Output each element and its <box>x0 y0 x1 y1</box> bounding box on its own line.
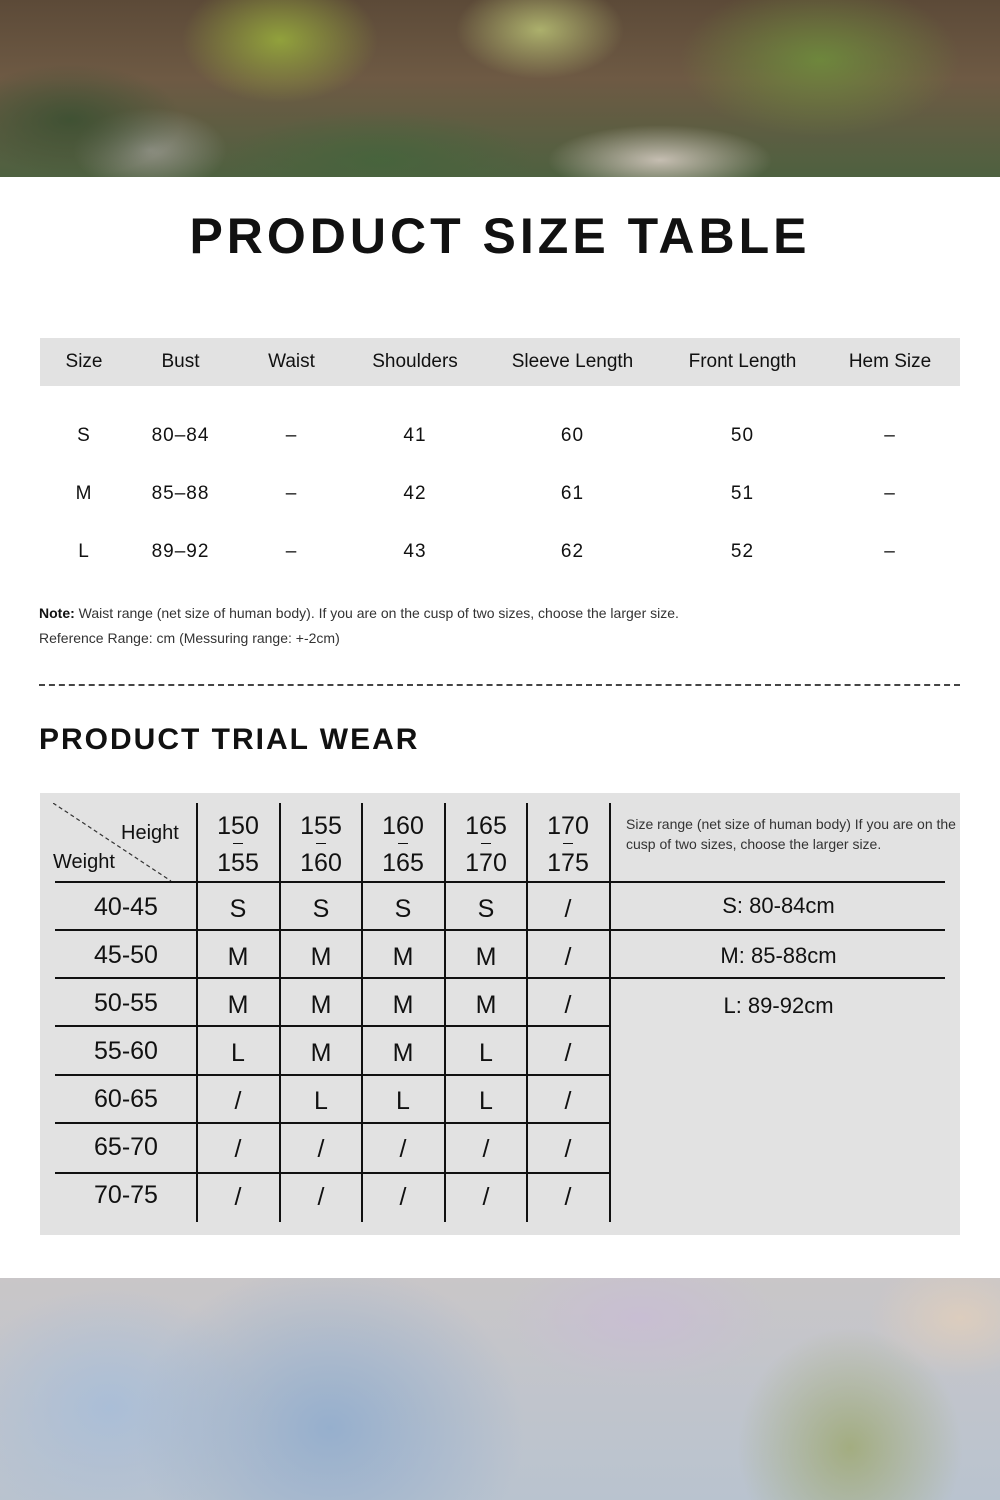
table-cell: 51 <box>730 483 755 504</box>
trial-wear-title: PRODUCT TRIAL WEAR <box>39 723 420 756</box>
size-cell: / <box>482 1135 490 1163</box>
table-cell: M <box>75 483 93 504</box>
table-cell: 42 <box>403 483 427 504</box>
table-row <box>40 465 960 523</box>
grid-line <box>55 1172 610 1174</box>
weight-range: 55-60 <box>94 1037 158 1065</box>
height-range-header: 170 175 <box>527 808 609 882</box>
weight-axis-label: Weight <box>53 851 115 873</box>
page-title: PRODUCT SIZE TABLE <box>189 208 811 264</box>
size-cell: / <box>482 1183 490 1211</box>
column-header: Sleeve Length <box>480 338 665 386</box>
table-cell: 61 <box>560 483 585 504</box>
height-range-header: 160 165 <box>362 808 444 882</box>
size-cell: L <box>479 1039 493 1067</box>
grid-line <box>55 929 945 931</box>
height-axis-label: Height <box>121 822 179 844</box>
height-range-header: 150 155 <box>197 808 279 882</box>
size-cell: M <box>310 991 332 1019</box>
size-cell: M <box>310 943 332 971</box>
size-cell: / <box>564 943 572 971</box>
table-cell: 85–88 <box>151 483 210 504</box>
size-cell: S <box>312 895 330 923</box>
table-cell: 80–84 <box>151 425 210 446</box>
size-cell: / <box>399 1135 407 1163</box>
size-cell: M <box>392 943 414 971</box>
table-cell: 60 <box>560 425 585 446</box>
height-range-header: 165 170 <box>445 808 527 882</box>
weight-range: 70-75 <box>94 1181 158 1209</box>
grid-line <box>55 881 945 883</box>
size-cell: M <box>227 991 249 1019</box>
bottom-photo <box>0 1278 1000 1500</box>
table-row <box>40 523 960 581</box>
weight-range: 45-50 <box>94 941 158 969</box>
size-cell: M <box>392 991 414 1019</box>
size-cell: M <box>475 943 497 971</box>
size-cell: L <box>231 1039 245 1067</box>
weight-range: 65-70 <box>94 1133 158 1161</box>
size-cell: S <box>394 895 412 923</box>
size-note <box>39 601 679 651</box>
table-cell: 89–92 <box>151 541 210 562</box>
size-cell: L <box>314 1087 328 1115</box>
size-cell: L <box>479 1087 493 1115</box>
table-cell: – <box>285 541 298 562</box>
size-cell: / <box>317 1183 325 1211</box>
dashed-divider <box>39 684 960 686</box>
size-table-header <box>40 338 960 386</box>
size-table <box>40 338 960 581</box>
size-cell: M <box>392 1039 414 1067</box>
table-cell: 41 <box>403 425 427 446</box>
size-range-m: M: 85-88cm <box>720 943 837 968</box>
column-header: Hem Size <box>820 338 960 386</box>
grid-line <box>55 1025 610 1027</box>
size-range-s: S: 80-84cm <box>722 893 835 918</box>
reference-range: Reference Range: cm (Messuring range: +-2cm) <box>39 630 340 646</box>
column-header: Waist <box>233 338 350 386</box>
size-cell: M <box>310 1039 332 1067</box>
table-cell: – <box>285 483 298 504</box>
size-cell: / <box>234 1135 242 1163</box>
weight-range: 60-65 <box>94 1085 158 1113</box>
table-cell: S <box>77 425 91 446</box>
size-range-note: Size range (net size of human body) If you are on the cusp of two sizes, choose the larger size. <box>626 816 956 852</box>
size-cell: L <box>396 1087 410 1115</box>
table-cell: – <box>884 483 896 504</box>
table-cell: – <box>884 425 896 446</box>
table-row <box>40 407 960 465</box>
column-header: Shoulders <box>350 338 480 386</box>
table-cell: – <box>884 541 896 562</box>
size-cell: / <box>564 991 572 1019</box>
table-cell: 52 <box>730 541 755 562</box>
table-cell: 50 <box>730 425 755 446</box>
size-cell: S <box>477 895 495 923</box>
size-cell: / <box>564 895 572 923</box>
size-cell: / <box>317 1135 325 1163</box>
table-cell: – <box>285 425 298 446</box>
size-cell: M <box>227 943 249 971</box>
table-cell: 43 <box>403 541 427 562</box>
note-label: Note: <box>39 605 75 621</box>
size-cell: / <box>399 1183 407 1211</box>
size-cell: / <box>564 1087 572 1115</box>
table-cell: L <box>78 541 90 562</box>
column-header: Front Length <box>665 338 820 386</box>
table-cell: 62 <box>560 541 585 562</box>
column-header: Size <box>40 338 128 386</box>
size-cell: M <box>475 991 497 1019</box>
size-cell: / <box>234 1087 242 1115</box>
weight-range: 50-55 <box>94 989 158 1017</box>
height-range-header: 155 160 <box>280 808 362 882</box>
grid-line <box>55 1074 610 1076</box>
size-cell: / <box>564 1183 572 1211</box>
size-range-l: L: 89-92cm <box>723 993 834 1018</box>
note-text: Waist range (net size of human body). If you are on the cusp of two sizes, choose the larger size. <box>78 605 679 621</box>
grid-line <box>55 1122 610 1124</box>
top-photo <box>0 0 1000 177</box>
size-cell: / <box>564 1135 572 1163</box>
grid-line <box>55 977 945 979</box>
size-cell: S <box>229 895 247 923</box>
size-cell: / <box>564 1039 572 1067</box>
weight-range: 40-45 <box>94 893 158 921</box>
column-header: Bust <box>128 338 233 386</box>
size-cell: / <box>234 1183 242 1211</box>
